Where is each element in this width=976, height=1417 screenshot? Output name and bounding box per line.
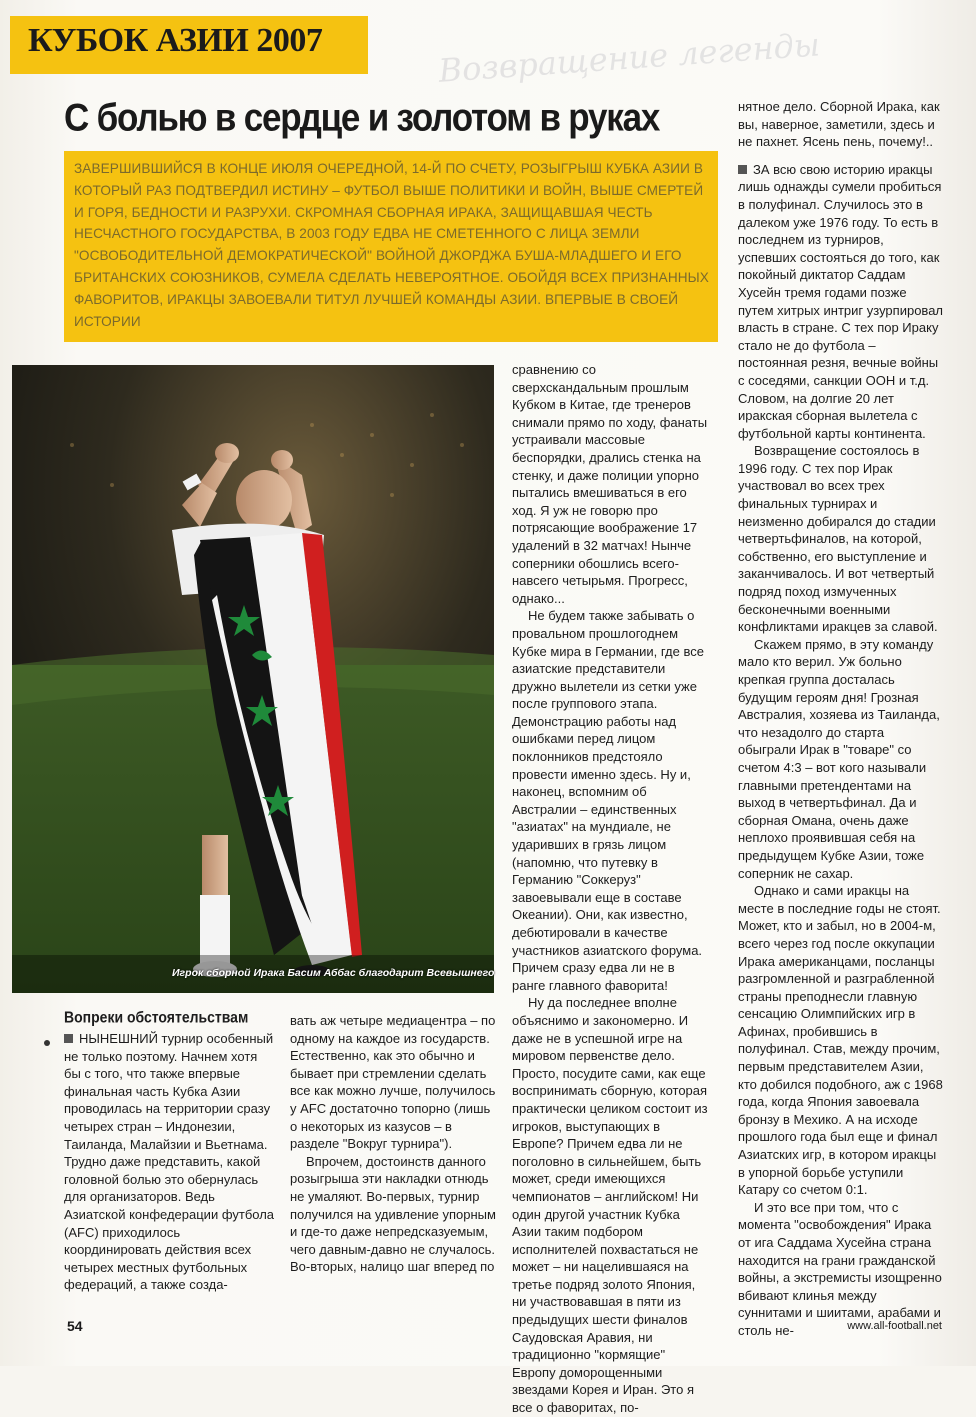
text-column-bottom-left xyxy=(64,1030,276,1294)
paragraph: Однако и сами иракцы на месте в последние годы не стоят. Может, кто и забыл, но в 2004-м, всего через год после оккупации Ирака американцами, посланцы разгромленной и разграбленной страны преподнесли главную сенсацию Олимпийских игр в Афинах, пробившись в полуфинал. Став, между прочим, первым представителем Азии, кто добился подобного, аж с 1968 года, когда Япония завоевала бронзу в Мехико. А на исходе прошлого года был еще и финал Азиатских игр, в котором иракцы в упорной борьбе уступили Катару со счетом 0:1. xyxy=(738,883,943,1198)
paragraph-with-marker xyxy=(738,161,943,443)
paragraph: Не будем также забывать о провальном прошлогоднем Кубке мира в Германии, где все азиатские представители дружно вылетели из сетки уже после группового этапа. Демонстрацию работы над ошибками перед лицом поклонников предстояло провести именно здесь. Ну и, наконец, вспомним об Австралии – единственных "азиатах" на мундиале, не ударивших в грязь лицом (напомню, что путевку в Германию "Соккеруз" завоевывали еще в составе Океании). Они, как известно, дебютировали в качестве участников азиатского форума. Причем сразу едва ли не в ранге главного фаворита! xyxy=(512,608,704,993)
paragraph: Скажем прямо, в эту команду мало кто верил. Уж больно крепкая группа досталась будущим героям дня! Грозная Австралия, хозяева из Таиланда, что незадолго до старта обыграли Ирак в "товаре" со счетом 4:3 – вот кого называли главными претендентами на выход в четвертьфинал. Да и сборная Омана, очень даже неплохо проявившая себя на предыдущем Кубке Азии, тоже соперник не сахар. xyxy=(738,636,940,881)
text-column-bottom-middle xyxy=(290,1012,500,1276)
paragraph: ЗА всю свою историю иракцы лишь однажды сумели пробиться в полуфинал. Случилось это в далеком уже 1976 году. То есть в последнем из турниров, успевших состояться до того, как покойный диктатор Саддам Хусейн тремя годами позже путем хитрых интриг узурпировал власть в стране. С тех пор Ираку стало не до футбола – постоянная резня, вечные войны с соседями, санкции ООН и т.д. Словом, на долгие 20 лет иракская сборная вылетела с футбольной карты континента. xyxy=(738,161,944,441)
section-subhead: Вопреки обстоятельствам xyxy=(64,1008,249,1026)
text-column-right xyxy=(738,98,943,1340)
paragraph: вать аж четыре медиацентра – по одному на каждое из государств. Естественно, как это обычно и бывает при стремлении сделать все как можно лучше, получилось у AFC достаточно топорно (лишь о некоторых из казусов – в разделе "Вокруг турнира"). xyxy=(290,1013,496,1152)
page-number: 54 xyxy=(67,1318,83,1334)
paragraph: НЫНЕШНИЙ турнир особенный не только поэтому. Начнем хотя бы с того, что также впервые финальная часть Кубка Азии проводилась на территории сразу четырех стран – Индонезии, Таиланда, Малайзии и Вьетнама. Трудно даже представить, какой головной болью это обернулась для организаторов. Ведь Азиатской конфедерации футбола (AFC) приходилось координировать действия всех четырех местных футбольных федераций, а также созда- xyxy=(64,1031,275,1293)
square-bullet-icon xyxy=(64,1034,73,1043)
photo-caption: Игрок сборной Ирака Басим Аббас благодарит Всевышнего xyxy=(172,967,495,979)
paragraph: Возвращение состоялось в 1996 году. С тех пор Ирак участвовал во всех трех финальных турнирах и неизменно добирался до стадии четвертьфиналов, на которой, собственно, его выступление и заканчивалось. И вот четвертый подряд поход измученных бесконечными военными конфликтами иракцев за славой. xyxy=(738,443,938,635)
text-column-middle xyxy=(512,361,710,1417)
paragraph: И это все при том, что с момента "освобождения" Ирака от ига Саддама Хусейна страна находится на грани гражданской войны, а экстремисты изощренно вбивают клинья между суннитами и шиитами, арабами и столь не- xyxy=(738,1199,942,1338)
paragraph: Впрочем, достоинств данного розыгрыша эти накладки отнюдь не умаляют. Во-первых, турнир получился на удивление упорным и где-то даже непредсказуемым, чего давным-давно не случалось. Во-вторых, налицо шаг вперед по xyxy=(290,1153,496,1275)
square-bullet-icon xyxy=(738,165,747,174)
article-lead: ЗАВЕРШИВШИЙСЯ В КОНЦЕ ИЮЛЯ ОЧЕРЕДНОЙ, 14-Й ПО СЧЕТУ, РОЗЫГРЫШ КУБКА АЗИИ В КОТОРЫЙ РАЗ ПОДТВЕРДИЛ ИСТИНУ – ФУТБОЛ ВЫШЕ ПОЛИТИКИ И ВОЙН, ВЫШЕ СМЕРТЕЙ И ГОРЯ, БЕДНОСТИ И РАЗРУХИ. СКРОМНАЯ СБОРНАЯ ИРАКА, ЗАЩИЩАВШАЯ ЧЕСТЬ НЕСЧАСТНОГО ГОСУДАРСТВА, В 2003 ГОДУ ЕДВА НЕ СМЕТЕННОГО С ЛИЦА ЗЕМЛИ "ОСВОБОДИТЕЛЬНОЙ ДЕМОКРАТИЧЕСКОЙ" ВОЙНОЙ ДЖОРДЖА БУША-МЛАДШЕГО И ЕГО БРИТАНСКИХ СОЮЗНИКОВ, СУМЕЛА СДЕЛАТЬ НЕВЕРОЯТНОЕ. ОБОЙДЯ ВСЕХ ПРИЗНАННЫХ ФАВОРИТОВ, ИРАКЦЫ ЗАВОЕВАЛИ ТИТУЛ ЛУЧШЕЙ КОМАНДЫ АЗИИ. ВПЕРВЫЕ В СВОЕЙ ИСТОРИИ xyxy=(74,161,709,329)
margin-dot-icon xyxy=(44,1040,50,1046)
paragraph: Ну да последнее вполне объяснимо и закономерно. И даже не в успешной игре на мировом первенстве дело. Просто, посудите сами, как еще воспринимать сборную, которая практически целиком состоит из игроков, выступающих в Европе? Причем едва ли не поголовно в сильнейшем, быть может, среди имеющихся чемпионатов – английском! Ни один другой участник Кубка Азии таким подбором исполнителей похвастаться не может – ни нацелившаяся на третье подряд золото Япония, ни участвовавшая в пяти из предыдущих шести финалов Саудовская Аравия, ни традиционно "кормящие" Европу доморощенными звездами Корея и Иран. Это я все о фаворитах, по- xyxy=(512,995,708,1416)
section-title: КУБОК АЗИИ 2007 xyxy=(28,22,323,59)
article-photo xyxy=(12,365,494,993)
footer-url: www.all-football.net xyxy=(847,1320,942,1332)
article-headline: С болью в сердце и золотом в руках xyxy=(64,96,660,140)
paragraph-with-marker xyxy=(64,1030,276,1294)
paragraph: сравнению со сверхскандальным прошлым Кубком в Китае, где тренеров снимали прямо по ходу, фанаты устраивали массовые беспорядки, дрались стенка на стенку, и даже полиции упорно пытались вмешиваться в его ход. Я уж не говорю про потрясающие воображение 17 удалений в 32 матчах! Нынче соперники обошлись всего-навсего четырьмя. Прогресс, однако... xyxy=(512,362,708,606)
paragraph: нятное дело. Сборной Ирака, как вы, наверное, заметили, здесь и не пахнет. Ясень пень, почему!.. xyxy=(738,99,940,150)
photo-illustration xyxy=(12,365,494,993)
